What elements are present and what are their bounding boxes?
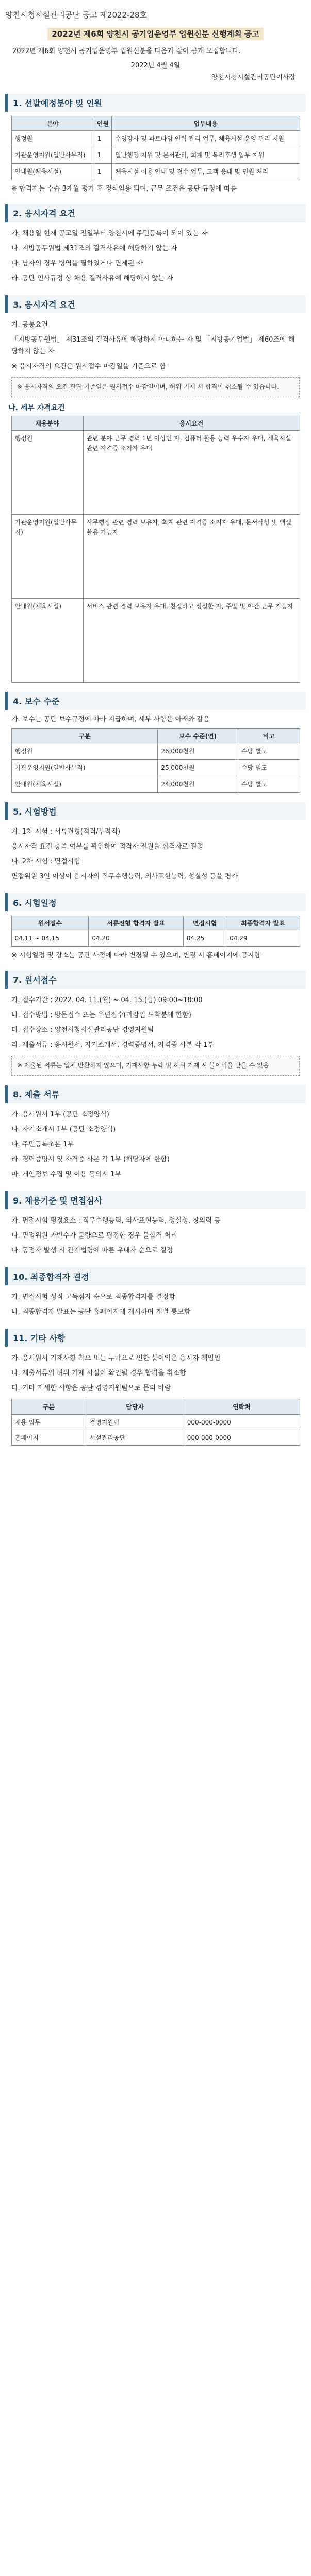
section-title: 1. 선발예정분야 및 인원: [5, 94, 306, 112]
section-title: 9. 채용기준 및 면접심사: [5, 1191, 306, 1209]
table-cell: 000-000-0000: [184, 1415, 300, 1430]
section-title: 10. 최종합격자 결정: [5, 1267, 306, 1285]
table-cell: 채용 업무: [11, 1415, 86, 1430]
list: [0, 824, 311, 884]
list-item: 마. 개인정보 수집 및 이용 동의서 1부: [11, 1171, 122, 1178]
table-row: [11, 743, 300, 760]
table-cell: 홈페이지: [11, 1430, 86, 1446]
section-title: 2. 응시자격 요건: [5, 204, 306, 222]
table-cell: 안내원(체육시설): [11, 164, 94, 180]
section-title: 4. 보수 수준: [5, 692, 306, 710]
table-cell: 기관운영지원(일반사무직): [11, 147, 94, 164]
section-title: 3. 응시자격 요건: [5, 295, 306, 313]
list-item: 나. 2차 시험 : 면접시험: [11, 858, 80, 866]
list: [0, 226, 311, 286]
table-row: [11, 164, 300, 180]
section-title: 7. 원서접수: [5, 971, 306, 989]
list-item: ※ 응시자격의 요건은 원서접수 마감일을 기준으로 함: [11, 363, 166, 370]
table-row: [11, 431, 300, 515]
note-text: ※ 합격자는 수습 3개월 평가 후 정식임용 되며, 근무 조건은 공단 규정에 따름: [11, 185, 237, 193]
table-cell: 24,000천원: [158, 776, 238, 793]
notice-date: 2022년 4월 4일: [130, 62, 181, 70]
contact-table: [11, 1399, 300, 1446]
table-cell: 일반행정 지원 및 문서관리, 회계 및 복리후생 업무 지원: [112, 147, 300, 164]
section-title: 5. 시험방법: [5, 802, 306, 820]
table-header: 업무내용: [112, 116, 300, 131]
list-item: 다. 기타 자세한 사항은 공단 경영지원팀으로 문의 바람: [11, 1384, 171, 1392]
table-header: 보수 수준(연): [158, 729, 238, 743]
table-row: [11, 1430, 300, 1446]
section-title: 6. 시험일정: [5, 893, 306, 911]
pay-table: [11, 728, 300, 793]
table-cell: 1: [94, 164, 111, 180]
table-row: [11, 147, 300, 164]
table-cell: 안내원(체육시설): [11, 776, 158, 793]
list-item: 가. 면접시험 평정요소 : 직무수행능력, 의사표현능력, 성실성, 창의력 등: [11, 1217, 221, 1225]
table-cell: 1: [94, 147, 111, 164]
table-cell: 행정원: [11, 431, 83, 515]
agency-name: 양천시청시설관리공단이사장: [211, 74, 296, 81]
table-header: 응시요건: [83, 416, 300, 431]
table-header: 구분: [11, 729, 158, 743]
table-header: 비고: [238, 729, 300, 743]
list-item: 가. 공통요건: [11, 321, 48, 329]
page-title: 2022년 제6회 양천시 공기업운영부 업원신분 신행계획 공고: [5, 27, 306, 41]
list-item: 나. 자기소개서 1부 (공단 소정양식): [11, 1126, 116, 1133]
sub-title: 나. 세부 자격요건: [8, 404, 65, 412]
table-header: 면접시험: [183, 916, 226, 930]
recruit-table: [11, 116, 300, 180]
table-header: 연락처: [184, 1399, 300, 1415]
list: [0, 1290, 311, 1319]
table-header: 서류전형 합격자 발표: [89, 916, 183, 930]
table-cell: 기관운영지원(일반사무직): [11, 515, 83, 599]
intro-text: 2022년 제6회 양천시 공기업운영부 업원신분을 다음과 같이 공개 모집합니다.: [12, 47, 241, 55]
requirement-table: [11, 416, 300, 683]
list: [0, 993, 311, 1053]
table-cell: 000-000-0000: [184, 1430, 300, 1446]
table-cell: 수당 별도: [238, 743, 300, 760]
table-cell: 기관운영지원(일반사무직): [11, 760, 158, 776]
table-cell: 1: [94, 131, 111, 147]
table-header: 최종합격자 발표: [226, 916, 300, 930]
table-header: 채용분야: [11, 416, 83, 431]
table-cell: 관련 분야 근무 경력 1년 이상인 자, 컴퓨터 활용 능력 우수자 우대, 체육시설 관련 자격증 소지자 우대: [83, 431, 300, 515]
table-cell: 26,000천원: [158, 743, 238, 760]
list-item: 다. 주민등록초본 1부: [11, 1141, 74, 1148]
schedule-table: [11, 916, 300, 947]
table-cell: 행정원: [11, 743, 158, 760]
list-item: 가. 응시원서 기재사항 착오 또는 누락으로 인한 불이익은 응시자 책임임: [11, 1354, 221, 1362]
list-item: 라. 제출서류 : 응시원서, 자기소개서, 경력증명서, 자격증 사본 각 1부: [11, 1041, 214, 1049]
section-title: 11. 기타 사항: [5, 1329, 306, 1347]
table-cell: 서비스 관련 경력 보유자 우대, 친절하고 성실한 자, 주말 및 야간 근무 가능자: [83, 599, 300, 683]
list-item: 응시자격 요건 충족 여부를 확인하여 적격자 전원을 합격자로 결정: [11, 843, 204, 851]
table-header: 원서접수: [11, 916, 89, 930]
table-cell: 25,000천원: [158, 760, 238, 776]
list-item: 나. 제출서류의 허위 기재 사실이 확인될 경우 합격을 취소함: [11, 1369, 186, 1377]
table-cell: 체육시설 이용 안내 및 접수 업무, 고객 응대 및 민원 처리: [112, 164, 300, 180]
list-item: 가. 1차 시험 : 서류전형(적격/부적격): [11, 828, 121, 836]
section-title: 8. 제출 서류: [5, 1085, 306, 1103]
table-cell: 04.25: [183, 930, 226, 947]
table-cell: 안내원(체육시설): [11, 599, 83, 683]
table-cell: 04.11 ~ 04.15: [11, 930, 89, 947]
table-row: [11, 1415, 300, 1430]
list-item: 가. 채용일 현재 공고일 전일부터 양천시에 주민등록이 되어 있는 자: [11, 230, 208, 238]
list-item: 나. 접수방법 : 방문접수 또는 우편접수(마감일 도착분에 한함): [11, 1011, 191, 1019]
note-text: ※ 시험일정 및 장소는 공단 사정에 따라 변경될 수 있으며, 변경 시 홈페이지에 공지함: [11, 952, 261, 959]
table-cell: 수당 별도: [238, 760, 300, 776]
table-cell: 행정원: [11, 131, 94, 147]
table-row: [11, 776, 300, 793]
note-box: ※ 제출된 서류는 일체 반환하지 않으며, 기재사항 누락 및 허위 기재 시 불이익을 받을 수 있음: [11, 1056, 300, 1076]
list: [0, 1213, 311, 1258]
table-cell: 04.20: [89, 930, 183, 947]
table-cell: 경영지원팀: [86, 1415, 184, 1430]
notice-number: 양천시청시설관리공단 공고 제2022-28호: [5, 10, 148, 20]
header: [0, 0, 311, 84]
table-header: 분야: [11, 116, 94, 131]
table-cell: 사무행정 관련 경력 보유자, 회계 관련 자격증 소지자 우대, 문서작성 및 엑셀 활용 가능자: [83, 515, 300, 599]
list-item: 라. 경력증명서 및 자격증 사본 각 1부 (해당자에 한함): [11, 1156, 170, 1163]
table-cell: 수영강사 및 파트타임 인력 관리 업무, 체육시설 운영 관리 지원: [112, 131, 300, 147]
list-item: 「지방공무원법」 제31조의 결격사유에 해당하지 아니하는 자 및 「지방공기업법」 제60조에 해당하지 않는 자: [11, 336, 295, 355]
list-item: 가. 응시원서 1부 (공단 소정양식): [11, 1111, 109, 1118]
list: [0, 317, 311, 374]
desc-text: 가. 보수는 공단 보수규정에 따라 지급하며, 세부 사항은 아래와 같음: [11, 716, 210, 723]
list-item: 면접위원 3인 이상이 응시자의 직무수행능력, 의사표현능력, 성실성 등을 평가: [11, 873, 238, 880]
list-item: 가. 면접시험 성적 고득점자 순으로 최종합격자를 결정함: [11, 1293, 175, 1301]
note-box: ※ 응시자격의 요건 판단 기준일은 원서접수 마감일이며, 허위 기재 시 합격이 취소될 수 있습니다.: [11, 377, 300, 397]
list: [0, 1351, 311, 1396]
table-row: [11, 599, 300, 683]
table-row: [11, 930, 300, 947]
table-cell: 수당 별도: [238, 776, 300, 793]
table-header: 인원: [94, 116, 111, 131]
table-header: 담당자: [86, 1399, 184, 1415]
list-item: 나. 면접위원 과반수가 불량으로 평정한 경우 불합격 처리: [11, 1232, 177, 1240]
list-item: 다. 남자의 경우 병역을 필하였거나 면제된 자: [11, 260, 143, 267]
list-item: 나. 최종합격자 발표는 공단 홈페이지에 게시하며 개별 통보함: [11, 1308, 191, 1316]
list-item: 나. 지방공무원법 제31조의 결격사유에 해당하지 않는 자: [11, 245, 177, 252]
list: [0, 1107, 311, 1182]
table-row: [11, 131, 300, 147]
list-item: 다. 접수장소 : 양천시청시설관리공단 경영지원팀: [11, 1026, 154, 1034]
table-row: [11, 760, 300, 776]
table-header: 구분: [11, 1399, 86, 1415]
list-item: 다. 동점자 발생 시 관계법령에 따른 우대자 순으로 결정: [11, 1247, 173, 1255]
table-cell: 시설관리공단: [86, 1430, 184, 1446]
table-cell: 04.29: [226, 930, 300, 947]
list-item: 가. 접수기간 : 2022. 04. 11.(월) ~ 04. 15.(금) 09:00~18:00: [11, 996, 203, 1004]
table-row: [11, 515, 300, 599]
list-item: 라. 공단 인사규정 상 채용 결격사유에 해당하지 않는 자: [11, 275, 173, 282]
